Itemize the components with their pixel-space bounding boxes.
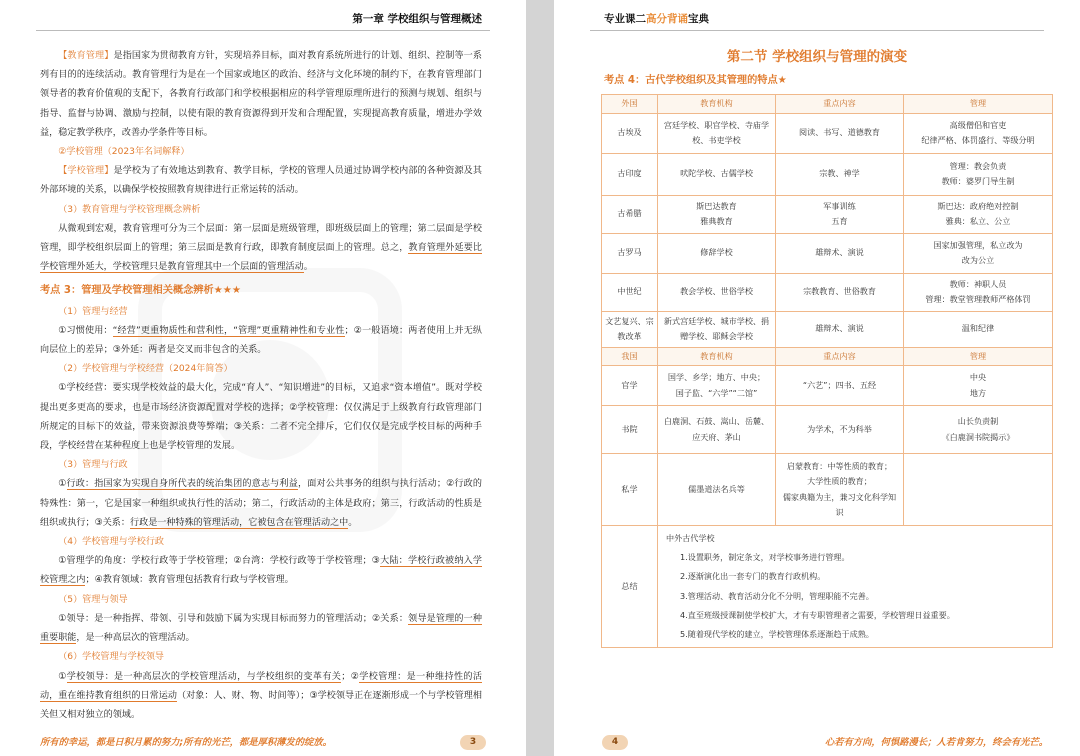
cell-institution: 国学、乡学；地方、中央； 国子监、“六学”“二馆” xyxy=(658,366,776,406)
paragraph-6: ①学校领导：是一种高层次的学校管理活动，与学校组织的变革有关；②学校管理：是一种维持性的活动，重在维持教育组织的日常运动（对象：人、财、物、时间等）；③学校领导正在逐渐形成一个与学校管理相关但又相对独立的领域。 xyxy=(40,671,482,720)
cell-key-content: 启蒙教育：中等性质的教育； 大学性质的教育； 儒家典籍为主，兼习文化科学知识 xyxy=(776,454,904,526)
paragraph-concept-diff: 从微观到宏观，教育管理可分为三个层面：第一层面是班级管理，即班级层面上的管理；第二层面是学校管理，即学校组织层面上的管理；第三层面是教育行政，即教育制度层面上的管理。总之，教育管理外延要比学校管理外延大，学校管理只是教育管理其中一个层面的管理活动。 xyxy=(40,223,482,273)
page-number: 3 xyxy=(460,735,486,750)
summary-item: 3.管理活动、教育活动分化不分明，管理职能不完善。 xyxy=(680,590,874,601)
cell-key-content: 雄辩术、演说 xyxy=(776,311,904,347)
summary-item: 4.直至班级授课制使学校扩大，才有专职管理者之需要，学校管理日益重要。 xyxy=(680,609,955,620)
cell-key-content: 为学术，不为科举 xyxy=(776,406,904,454)
cell-institution: 白鹿洞、石鼓、嵩山、岳麓、应天府、茅山 xyxy=(658,406,776,454)
cell-management: 温和纪律 xyxy=(904,311,1053,347)
summary-item: 2.逐渐演化出一套专门的教育行政机构。 xyxy=(680,571,826,582)
table-row xyxy=(602,454,1053,526)
left-page xyxy=(0,0,526,756)
paragraph-5: ①领导：是一种指挥、带领、引导和鼓励下属为实现目标而努力的管理活动；②关系：领导是管理的一种重要职能，是一种高层次的管理活动。 xyxy=(40,613,482,644)
header-management: 管理 xyxy=(904,347,1053,366)
footer-motto: 所有的幸运，都是日积月累的努力;所有的光芒，都是厚积薄发的绽放。 xyxy=(40,737,332,748)
cell-management: 高级僧侣和官吏 纪律严格、体罚盛行、等级分明 xyxy=(904,113,1053,153)
cell-management xyxy=(904,454,1053,526)
cell-region: 文艺复兴、宗教改革 xyxy=(602,311,658,347)
subheading-concept-diff: （3）教育管理与学校管理概念辨析 xyxy=(58,204,201,215)
subheading-6: （6）学校管理与学校领导 xyxy=(58,652,165,663)
table-row xyxy=(602,113,1053,153)
cell-institution: 新式宫廷学校、城市学校、捐赠学校、耶稣会学校 xyxy=(658,311,776,347)
left-body xyxy=(40,47,482,725)
section-title: 第二节 学校组织与管理的演变 xyxy=(726,49,908,65)
cell-key-content: 阅读、书写、道德教育 xyxy=(776,113,904,153)
cell-institution: 教会学校、世俗学校 xyxy=(658,273,776,311)
header-institution: 教育机构 xyxy=(658,95,776,114)
cell-institution: 吠陀学校、古儒学校 xyxy=(658,153,776,195)
summary-item: 1.设置职务，制定条文，对学校事务进行管理。 xyxy=(680,552,850,563)
running-head: 专业课二高分背诵宝典 xyxy=(604,13,709,25)
book-gutter xyxy=(526,0,554,756)
cell-region: 私学 xyxy=(602,454,658,526)
table-row xyxy=(602,406,1053,454)
cell-management: 国家加强管理，私立改为 改为公立 xyxy=(904,233,1053,273)
right-page xyxy=(554,0,1080,756)
cell-key-content: 雄辩术、演说 xyxy=(776,233,904,273)
header-region: 外国 xyxy=(602,95,658,114)
cell-institution: 宫廷学校、职官学校、寺庙学校、书吏学校 xyxy=(658,113,776,153)
cell-institution: 斯巴达教育 雅典教育 xyxy=(658,195,776,233)
header-key-content: 重点内容 xyxy=(776,347,904,366)
table-header-row xyxy=(602,347,1053,366)
running-head: 第一章 学校组织与管理概述 xyxy=(352,13,482,25)
table-row xyxy=(602,273,1053,311)
subheading-4: （4）学校管理与学校行政 xyxy=(58,537,165,548)
summary-content xyxy=(658,526,1053,648)
cell-region: 中世纪 xyxy=(602,273,658,311)
summary-title: 中外古代学校 xyxy=(666,533,715,543)
cell-management: 斯巴达：政府绝对控制 雅典：私立、公立 xyxy=(904,195,1053,233)
paragraph-edu-mgmt: 【教育管理】是指国家为贯彻教育方针，实现培养目标，面对教育系统所进行的计划、组织、控制等一系列有目的的连续活动。教育管理行为是在一个国家或地区的政治、经济与文化环境的制约下，在教育管理部门领导者的教育价值观的支配下，各教育行政部门和学校根据相应的科学管理原理所进行的预测与规划、组织与指导、监督与协调、激励与控制，以使有限的教育资源得到开发和合理配置，实现提高教育质量，增进办学效益，稳定教学秩序，改善办学条件等目标。 xyxy=(40,51,482,138)
subheading-5: （5）管理与领导 xyxy=(58,594,128,605)
header-region: 我国 xyxy=(602,347,658,366)
header-divider xyxy=(36,30,490,31)
subheading-3: （3）管理与行政 xyxy=(58,460,128,471)
header-key-content: 重点内容 xyxy=(776,95,904,114)
cell-key-content: 宗教、神学 xyxy=(776,153,904,195)
ancient-schools-table xyxy=(601,94,1053,648)
cell-region: 书院 xyxy=(602,406,658,454)
cell-region: 古埃及 xyxy=(602,113,658,153)
cell-region: 官学 xyxy=(602,366,658,406)
cell-region: 古罗马 xyxy=(602,233,658,273)
page-number: 4 xyxy=(602,735,628,750)
summary-row xyxy=(602,526,1053,648)
cell-key-content: “六艺”；四书、五经 xyxy=(776,366,904,406)
cell-region: 古印度 xyxy=(602,153,658,195)
summary-item: 5.随着现代学校的建立，学校管理体系逐渐趋于成熟。 xyxy=(680,629,874,640)
header-divider xyxy=(590,30,1044,31)
table-header-row xyxy=(602,95,1053,114)
summary-label: 总结 xyxy=(602,526,658,648)
cell-institution: 儒墨道法名兵等 xyxy=(658,454,776,526)
paragraph-4: ①管理学的角度：学校行政等于学校管理；②台湾：学校行政等于学校管理；③大陆：学校行政被纳入学校管理之内；④教育领域：教育管理包括教育行政与学校管理。 xyxy=(40,556,482,586)
cell-region: 古希腊 xyxy=(602,195,658,233)
table-row xyxy=(602,153,1053,195)
subheading-school-mgmt: ②学校管理（2023年名词解释） xyxy=(58,147,190,158)
header-management: 管理 xyxy=(904,95,1053,114)
table-row xyxy=(602,366,1053,406)
table-row xyxy=(602,311,1053,347)
subheading-2: （2）学校管理与学校经营（2024年简答） xyxy=(58,364,233,375)
cell-key-content: 宗教教育、世俗教育 xyxy=(776,273,904,311)
paragraph-3: ①行政：指国家为实现自身所代表的统治集团的意志与利益，面对公共事务的组织与执行活动；②行政的特殊性：第一，它是国家一种组织或执行性的活动；第二，行政活动的主体是政府；第三，行政活动的性质是组织或执行；③关系：行政是一种特殊的管理活动，它被包含在管理活动之中。 xyxy=(40,479,482,528)
cell-management: 管理：教会负责 教师：婆罗门导生制 xyxy=(904,153,1053,195)
key-point-4-heading: 考点 4：古代学校组织及其管理的特点★ xyxy=(604,75,787,86)
table-row xyxy=(602,233,1053,273)
cell-management: 中央 地方 xyxy=(904,366,1053,406)
paragraph-2: ①学校经营：要实现学校效益的最大化，完成“育人”、“知识增进”的目标，又追求“资本增值”。既对学校提出更多更高的要求，也是市场经济资源配置对学校的选择；②学校管理：仅仅满足于上级教育行政管理部门所规定的目标下的效益，带来资源浪费等弊端；③关系：二者不完全排斥，它们仅仅是完成学校目标的两种手段，学校经营在某种程度上也是学校管理的发展。 xyxy=(40,383,482,452)
subheading-1: （1）管理与经营 xyxy=(58,306,128,317)
paragraph-1: ①习惯使用：“经营”更重物质性和营利性，“管理”更重精神性和专业性；②一般语境：两者使用上并无纵向层位上的差异；③外延：两者是交叉而非包含的关系。 xyxy=(40,325,482,356)
cell-management: 教师：神职人员 管理：教堂管理教师严格体罚 xyxy=(904,273,1053,311)
brand-name: 高分背诵 xyxy=(646,13,688,25)
footer-motto: 心若有方向，何惧路漫长；人若肯努力，终会有光芒。 xyxy=(824,737,1048,748)
cell-key-content: 军事训练 五育 xyxy=(776,195,904,233)
cell-institution: 修辞学校 xyxy=(658,233,776,273)
cell-management: 山长负责制 《白鹿洞书院揭示》 xyxy=(904,406,1053,454)
key-point-3-heading: 考点 3：管理及学校管理相关概念辨析★★★ xyxy=(40,285,242,297)
table-row xyxy=(602,195,1053,233)
paragraph-school-mgmt: 【学校管理】是学校为了有效地达到教育、教学目标，学校的管理人员通过协调学校内部的各种资源及其外部环境的关系，以确保学校按照教育规律进行正常运转的活动。 xyxy=(40,166,482,196)
header-institution: 教育机构 xyxy=(658,347,776,366)
